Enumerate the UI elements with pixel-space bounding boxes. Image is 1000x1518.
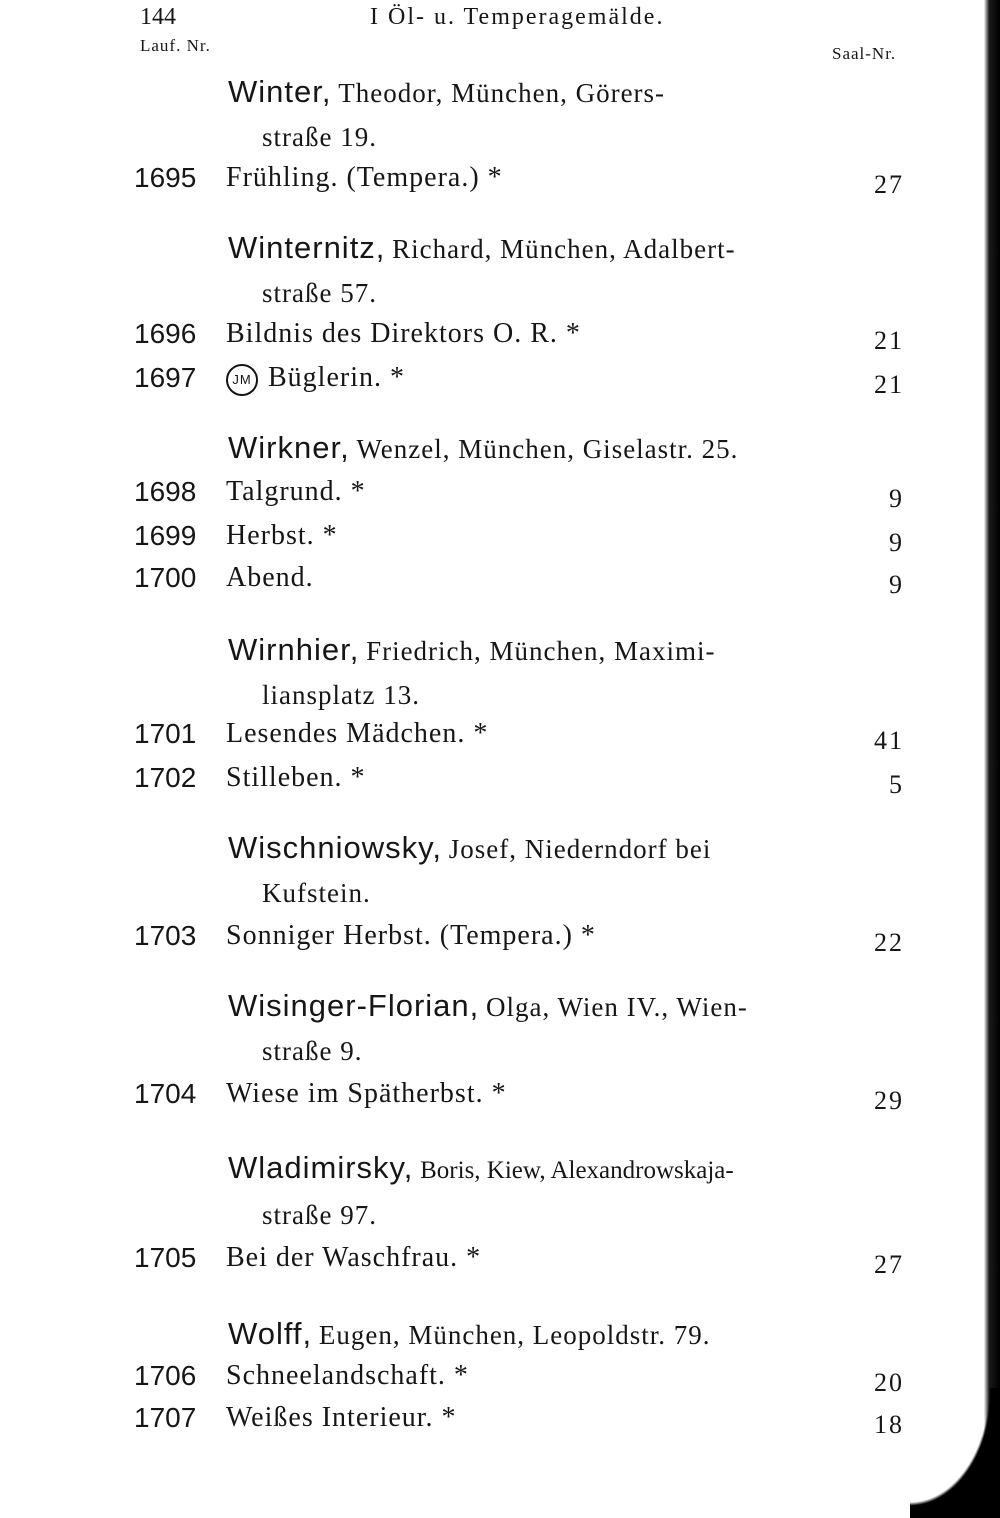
- artist-entry: [228, 426, 868, 471]
- artist-entry: [228, 984, 868, 1073]
- work-number: 1696: [134, 318, 197, 349]
- artist-name: Winter,: [228, 74, 332, 109]
- artist-address-cont: straße 9.: [262, 1036, 363, 1066]
- artist-address-cont: Kufstein.: [262, 878, 371, 908]
- artist-address: Olga, Wien IV., Wien-: [486, 992, 748, 1022]
- work-row: [0, 362, 1000, 406]
- work-room: 21: [874, 326, 904, 355]
- artist-address: Friedrich, München, Maximi-: [366, 636, 716, 666]
- work-number: 1704: [134, 1078, 197, 1109]
- page-number: 144: [140, 4, 176, 30]
- artist-address-cont: straße 97.: [262, 1200, 377, 1230]
- work-title: Talgrund. *: [226, 476, 366, 507]
- artist-monogram-icon: JM: [226, 364, 258, 396]
- work-room: 5: [889, 770, 904, 799]
- artist-name: Wisinger-Florian,: [228, 988, 480, 1023]
- artist-address-cont: liansplatz 13.: [262, 680, 420, 710]
- work-number: 1705: [134, 1242, 197, 1273]
- work-row: [0, 1360, 1000, 1404]
- work-number: 1700: [134, 562, 197, 593]
- work-number: 1699: [134, 520, 197, 551]
- work-number: 1703: [134, 920, 197, 951]
- work-title: Bildnis des Direktors O. R. *: [226, 318, 581, 349]
- work-number: 1698: [134, 476, 197, 507]
- work-title: Abend.: [226, 562, 314, 593]
- artist-name: Wirnhier,: [228, 632, 360, 667]
- work-room: 9: [889, 528, 904, 557]
- column-header-saal-nr: Saal-Nr.: [832, 44, 897, 63]
- work-title-with-monogram: [226, 362, 405, 396]
- work-number: 1706: [134, 1360, 197, 1391]
- work-title: Stilleben. *: [226, 762, 366, 793]
- work-row: [0, 1402, 1000, 1446]
- artist-address: Josef, Niederndorf bei: [448, 834, 712, 864]
- artist-name: Wischniowsky,: [228, 830, 442, 865]
- work-room: 9: [889, 570, 904, 599]
- artist-entry: [228, 70, 868, 159]
- work-title: Schneelandschaft. *: [226, 1360, 469, 1391]
- work-room: 29: [874, 1086, 904, 1115]
- work-title: Frühling. (Tempera.) *: [226, 162, 503, 193]
- work-room: 27: [874, 1250, 904, 1279]
- artist-entry: [228, 628, 868, 717]
- artist-entry: [228, 1312, 868, 1357]
- artist-address: Theodor, München, Görers-: [338, 78, 666, 108]
- work-row: [0, 762, 1000, 806]
- work-title: Herbst. *: [226, 520, 338, 551]
- work-row: [0, 162, 1000, 206]
- artist-name: Winternitz,: [228, 230, 386, 265]
- work-title: Sonniger Herbst. (Tempera.) *: [226, 920, 596, 951]
- work-row: [0, 718, 1000, 762]
- work-number: 1697: [134, 362, 197, 393]
- work-room: 22: [874, 928, 904, 957]
- column-header-lauf-nr: Lauf. Nr.: [140, 36, 211, 55]
- artist-address: Richard, München, Adalbert-: [392, 234, 736, 264]
- artist-name: Wirkner,: [228, 430, 350, 465]
- work-row: [0, 476, 1000, 520]
- work-title: Bei der Waschfrau. *: [226, 1242, 482, 1273]
- artist-address-cont: straße 57.: [262, 278, 377, 308]
- work-number: 1701: [134, 718, 197, 749]
- artist-entry: [228, 1146, 888, 1237]
- work-title: Weißes Interieur. *: [226, 1402, 457, 1433]
- artist-address: Boris, Kiew, Alexandrowskaja-: [420, 1157, 734, 1184]
- work-number: 1695: [134, 162, 197, 193]
- artist-name: Wolff,: [228, 1316, 313, 1351]
- work-title: Wiese im Spätherbst. *: [226, 1078, 507, 1109]
- work-row: [0, 1078, 1000, 1122]
- artist-address-cont: straße 19.: [262, 122, 377, 152]
- work-row: [0, 562, 1000, 606]
- work-title: Büglerin. *: [268, 362, 405, 393]
- section-title: I Öl- u. Temperagemälde.: [370, 4, 665, 30]
- work-number: 1702: [134, 762, 197, 793]
- work-room: 9: [889, 484, 904, 513]
- work-room: 18: [874, 1410, 904, 1439]
- work-room: 20: [874, 1368, 904, 1397]
- artist-entry: [228, 226, 868, 315]
- work-room: 41: [874, 726, 904, 755]
- work-row: [0, 920, 1000, 964]
- artist-address: Wenzel, München, Giselastr. 25.: [356, 434, 739, 464]
- work-title: Lesendes Mädchen. *: [226, 718, 489, 749]
- work-number: 1707: [134, 1402, 197, 1433]
- artist-name: Wladimirsky,: [228, 1150, 414, 1185]
- artist-address: Eugen, München, Leopoldstr. 79.: [318, 1320, 711, 1350]
- work-row: [0, 1242, 1000, 1286]
- artist-entry: [228, 826, 868, 915]
- work-room: 21: [874, 370, 904, 399]
- work-row: [0, 520, 1000, 564]
- work-room: 27: [874, 170, 904, 199]
- work-row: [0, 318, 1000, 362]
